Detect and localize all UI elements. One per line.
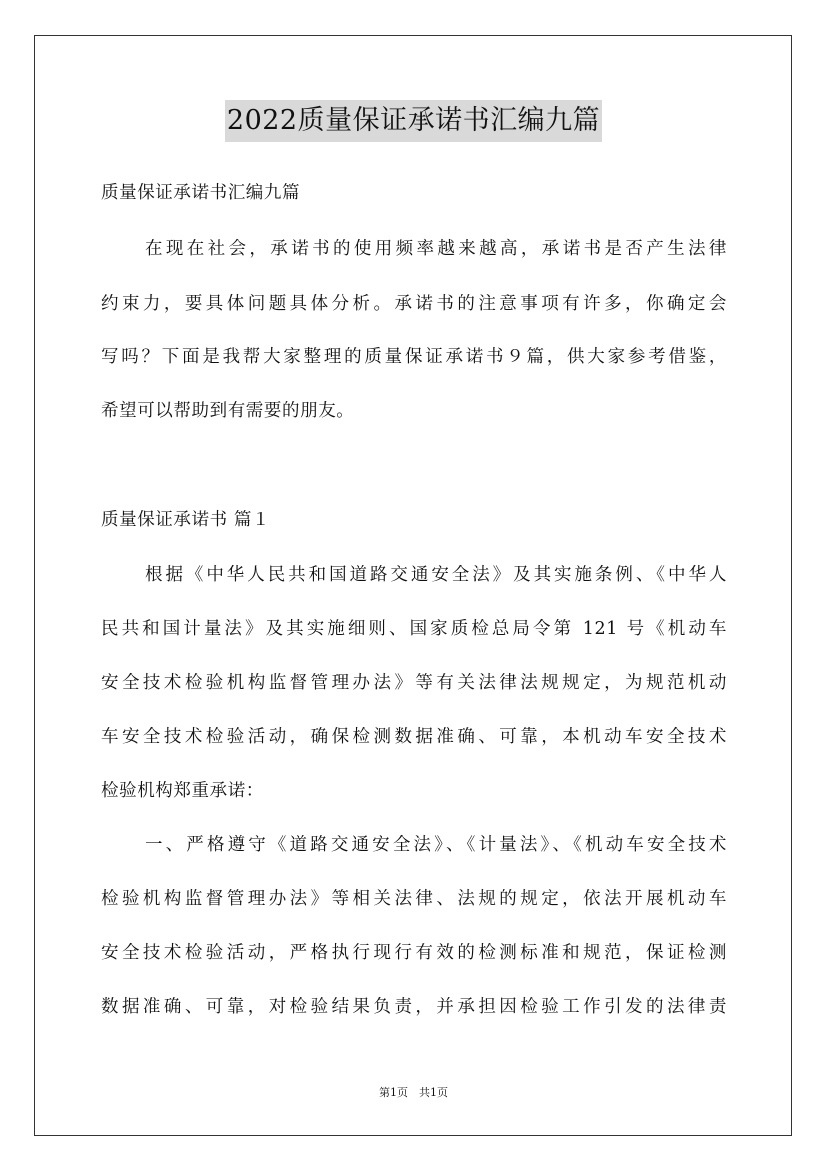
document-subtitle: 质量保证承诺书汇编九篇 [101, 183, 301, 203]
paragraph-line: 检验机构郑重承诺： [101, 781, 264, 801]
section-heading: 质量保证承诺书 篇１ [101, 510, 271, 530]
intro-line: 约束力，要具体问题具体分析。承诺书的注意事项有许多，你确定会 [101, 294, 727, 314]
intro-line: 写吗？下面是我帮大家整理的质量保证承诺书９篇，供大家参考借鉴， [101, 347, 727, 367]
document-title: 2022质量保证承诺书汇编九篇 [225, 100, 602, 142]
paragraph-line: 检验机构监督管理办法》等相关法律、法规的规定，依法开展机动车 [101, 889, 727, 909]
page-footer: 第1页 共1页 [379, 1086, 448, 1099]
paragraph-line: 民共和国计量法》及其实施细则、国家质检总局令第 121 号《机动车 [101, 619, 727, 639]
intro-line: 在现在社会，承诺书的使用频率越来越高，承诺书是否产生法律 [145, 239, 727, 259]
paragraph-line: 安全技术检验活动，严格执行现行有效的检测标准和规范，保证检测 [101, 943, 727, 963]
intro-line: 希望可以帮助到有需要的朋友。 [101, 401, 355, 421]
paragraph-line: 根据《中华人民共和国道路交通安全法》及其实施条例、《中华人 [145, 565, 727, 585]
paragraph-line: 安全技术检验机构监督管理办法》等有关法律法规规定，为规范机动 [101, 673, 727, 693]
paragraph-line: 数据准确、可靠，对检验结果负责，并承担因检验工作引发的法律责 [101, 997, 727, 1017]
paragraph-line: 车安全技术检验活动，确保检测数据准确、可靠，本机动车安全技术 [101, 727, 727, 747]
paragraph-line: 一、严格遵守《道路交通安全法》、《计量法》、《机动车安全技术 [145, 835, 727, 855]
